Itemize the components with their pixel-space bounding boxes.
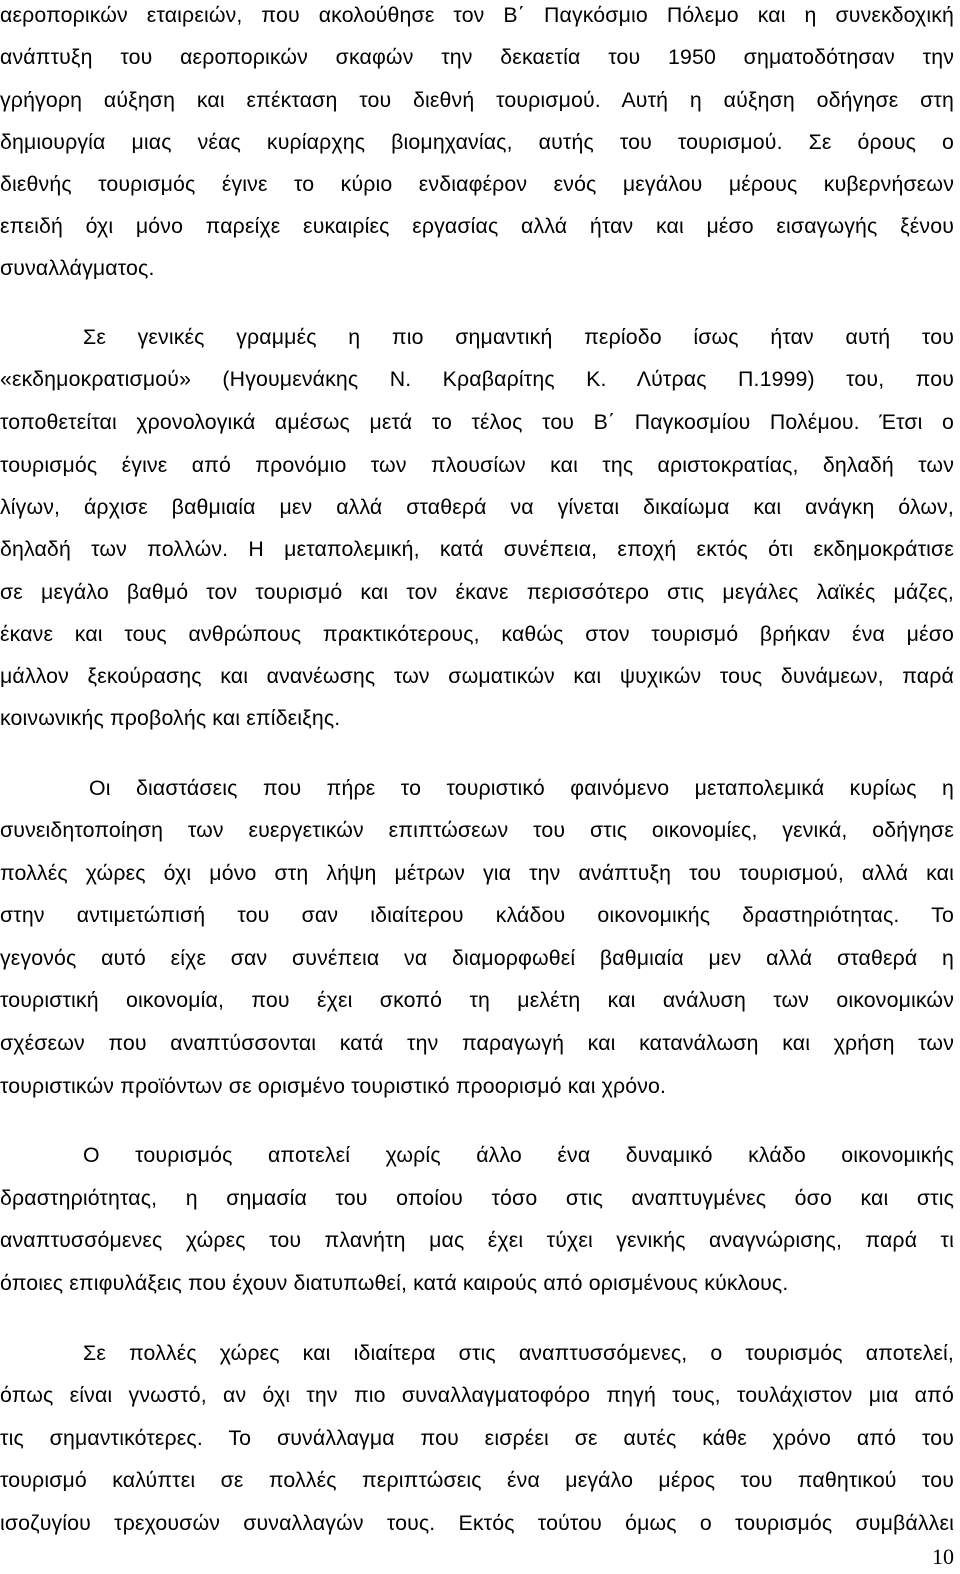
text-line: γεγονός αυτό είχε σαν συνέπεια να διαμορφωθεί βαθμιαία μεν αλλά σταθερά η [0,946,954,970]
text-line: σε μεγάλο βαθμό τον τουρισμό και τον έκανε περισσότερο στις μεγάλες λαϊκές μάζες, [0,580,954,604]
text-line: ισοζυγίου τρεχουσών συναλλαγών τους. Εκτός τούτου όμως ο τουρισμός συμβάλλει [0,1511,954,1535]
text-line: «εκδημοκρατισμού» (Ηγουμενάκης Ν. Κραβαρίτης Κ. Λύτρας Π.1999) του, που [0,367,954,391]
text-line: συναλλάγματος. [0,256,155,280]
text-line: τουρισμός έγινε από προνόμιο των πλουσίων και της αριστοκρατίας, δηλαδή των [0,453,954,477]
text-line: σχέσεων που αναπτύσσονται κατά την παραγωγή και κατανάλωση και χρήση των [0,1031,954,1055]
paragraph-first-line: Οι διαστάσεις που πήρε το τουριστικό φαινόμενο μεταπολεμικά κυρίως η [89,776,954,800]
text-line: τοποθετείται χρονολογικά αμέσως μετά το τέλος του Β΄ Παγκοσμίου Πολέμου. Έτσι ο [0,410,954,434]
text-line: όπως είναι γνωστό, αν όχι την πιο συναλλαγματοφόρο πηγή τους, τουλάχιστον μια από [0,1383,954,1407]
text-line: όποιες επιφυλάξεις που έχουν διατυπωθεί, κατά καιρούς από ορισμένους κύκλους. [0,1271,789,1295]
paragraph-first-line: Σε γενικές γραμμές η πιο σημαντική περίοδο ίσως ήταν αυτή του [83,325,954,349]
text-line: τουριστικών προϊόντων σε ορισμένο τουριστικό προορισμό και χρόνο. [0,1074,667,1098]
text-line: δημιουργία μιας νέας κυρίαρχης βιομηχανίας, αυτής του τουρισμού. Σε όρους ο [0,130,954,154]
text-line: κοινωνικής προβολής και επίδειξης. [0,706,341,730]
text-line: επειδή όχι μόνο παρείχε ευκαιρίες εργασίας αλλά ήταν και μέσο εισαγωγής ξένου [0,214,954,238]
text-line: δραστηριότητας, η σημασία του οποίου τόσο στις αναπτυγμένες όσο και στις [0,1186,954,1210]
text-line: αναπτυσσόμενες χώρες του πλανήτη μας έχει τύχει γενικής αναγνώρισης, παρά τι [0,1228,954,1252]
text-line: τουριστική οικονομία, που έχει σκοπό τη μελέτη και ανάλυση των οικονομικών [0,988,954,1012]
paragraph-first-line: Ο τουρισμός αποτελεί χωρίς άλλο ένα δυναμικό κλάδο οικονομικής [83,1143,954,1167]
text-line: τις σημαντικότερες. Το συνάλλαγμα που εισρέει σε αυτές κάθε χρόνο από του [0,1426,954,1450]
text-line: λίγων, άρχισε βαθμιαία μεν αλλά σταθερά να γίνεται δικαίωμα και ανάγκη όλων, [0,495,954,519]
text-line: μάλλον ξεκούρασης και ανανέωσης των σωματικών και ψυχικών τους δυνάμεων, παρά [0,664,954,688]
text-line: διεθνής τουρισμός έγινε το κύριο ενδιαφέρον ενός μεγάλου μέρους κυβερνήσεων [0,172,954,196]
text-line: τουρισμό καλύπτει σε πολλές περιπτώσεις ένα μεγάλο μέρος του παθητικού του [0,1468,954,1492]
text-line: στην αντιμετώπισή του σαν ιδιαίτερου κλάδου οικονομικής δραστηριότητας. Το [0,903,954,927]
text-line: έκανε και τους ανθρώπους πρακτικότερους, καθώς στον τουρισμό βρήκαν ένα μέσο [0,622,954,646]
text-line: δηλαδή των πολλών. Η μεταπολεμική, κατά συνέπεια, εποχή εκτός ότι εκδημοκράτισε [0,537,954,561]
page-number: 10 [932,1544,954,1569]
text-line: αεροπορικών εταιρειών, που ακολούθησε τον Β΄ Παγκόσμιο Πόλεμο και η συνεκδοχική [0,3,954,27]
text-line: συνειδητοποίηση των ευεργετικών επιπτώσεων του στις οικονομίες, γενικά, οδήγησε [0,818,954,842]
paragraph-first-line: Σε πολλές χώρες και ιδιαίτερα στις αναπτυσσόμενες, ο τουρισμός αποτελεί, [83,1341,954,1365]
text-line: πολλές χώρες όχι μόνο στη λήψη μέτρων για την ανάπτυξη του τουρισμού, αλλά και [0,861,954,885]
text-line: ανάπτυξη του αεροπορικών σκαφών την δεκαετία του 1950 σηματοδότησαν την [0,45,954,69]
text-line: γρήγορη αύξηση και επέκταση του διεθνή τουρισμού. Αυτή η αύξηση οδήγησε στη [0,88,954,112]
